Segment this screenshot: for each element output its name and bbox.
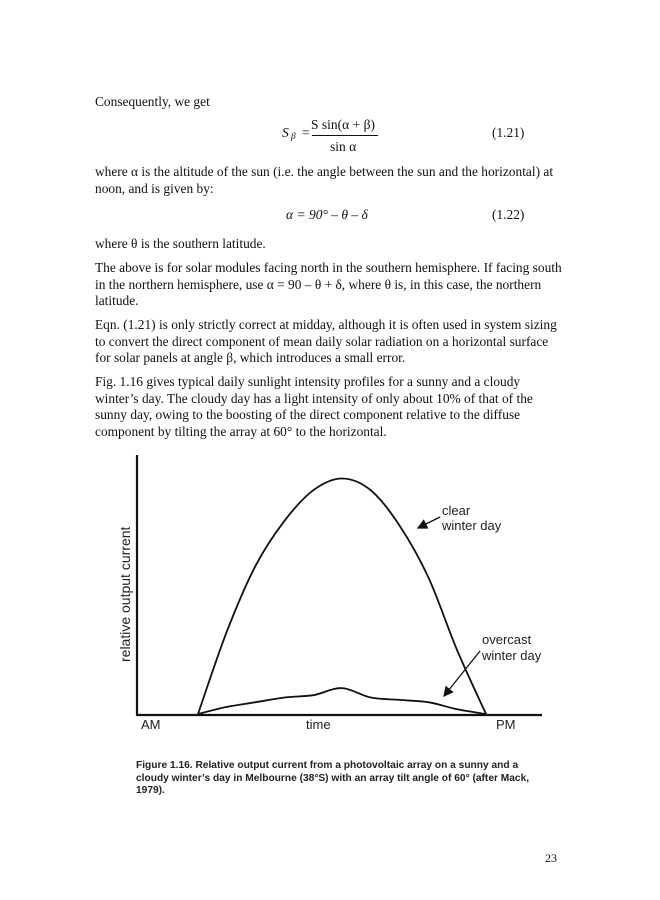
x-tick-am: AM [141, 717, 161, 732]
x-tick-pm: PM [496, 717, 516, 732]
x-axis-label: time [306, 717, 331, 732]
eq2-expression: α = 90° – θ – δ [286, 207, 368, 222]
paragraph-hemisphere: The above is for solar modules facing north in the southern hemisphere. If facing south in the northern hemisphere, use α = 90 – θ + δ, where θ is, in this case, the northern latitude. [95, 260, 562, 308]
paragraph-altitude: where α is the altitude of the sun (i.e. the angle between the sun and the horizontal) at noon, and is given by: [95, 164, 554, 196]
page-number: 23 [545, 851, 557, 865]
paragraph-midday: Eqn. (1.21) is only strictly correct at midday, although it is often used in system sizing to convert the direct component of mean daily solar radiation on a horizontal surface for solar panels at angle β, which introduces a small error. [95, 317, 557, 365]
eq1-numerator: S sin(α + β) [311, 117, 375, 132]
eq1-lhs: S [282, 125, 289, 140]
label-overcast-line-2: winter day [482, 648, 542, 663]
eq1-fraction-bar [312, 135, 378, 136]
paragraph-intro: Consequently, we get [95, 94, 210, 109]
eq1-lhs-subscript: β [291, 132, 296, 142]
eq2-number: (1.22) [492, 207, 525, 222]
figure-1-16-chart [110, 440, 550, 740]
series-overcast-winter-day-line [198, 688, 486, 714]
eq1-denominator: sin α [330, 139, 357, 154]
eq1-number: (1.21) [492, 125, 525, 140]
paragraph-fig-description: Fig. 1.16 gives typical daily sunlight intensity profiles for a sunny and a cloudy winter’s day. The cloudy day has a light intensity of only about 10% of that of the sunny day, owing to the boosting of the direct component relative to the diffuse component by tilting the array at 60° to the horizontal. [95, 374, 533, 439]
label-clear-line-1: clear [442, 503, 471, 518]
arrow-clear [418, 517, 440, 528]
label-clear-line-2: winter day [442, 518, 502, 533]
y-axis-label: relative output current [117, 526, 133, 662]
paragraph-latitude: where θ is the southern latitude. [95, 236, 266, 251]
label-overcast-line-1: overcast [482, 632, 532, 647]
eq1-equals: = [302, 125, 310, 140]
figure-caption: Figure 1.16. Relative output current from a photovoltaic array on a sunny and a cloudy winter’s day in Melbourne (38°S) with an array tilt angle of 60° (after Mack, 1979). [136, 760, 530, 796]
